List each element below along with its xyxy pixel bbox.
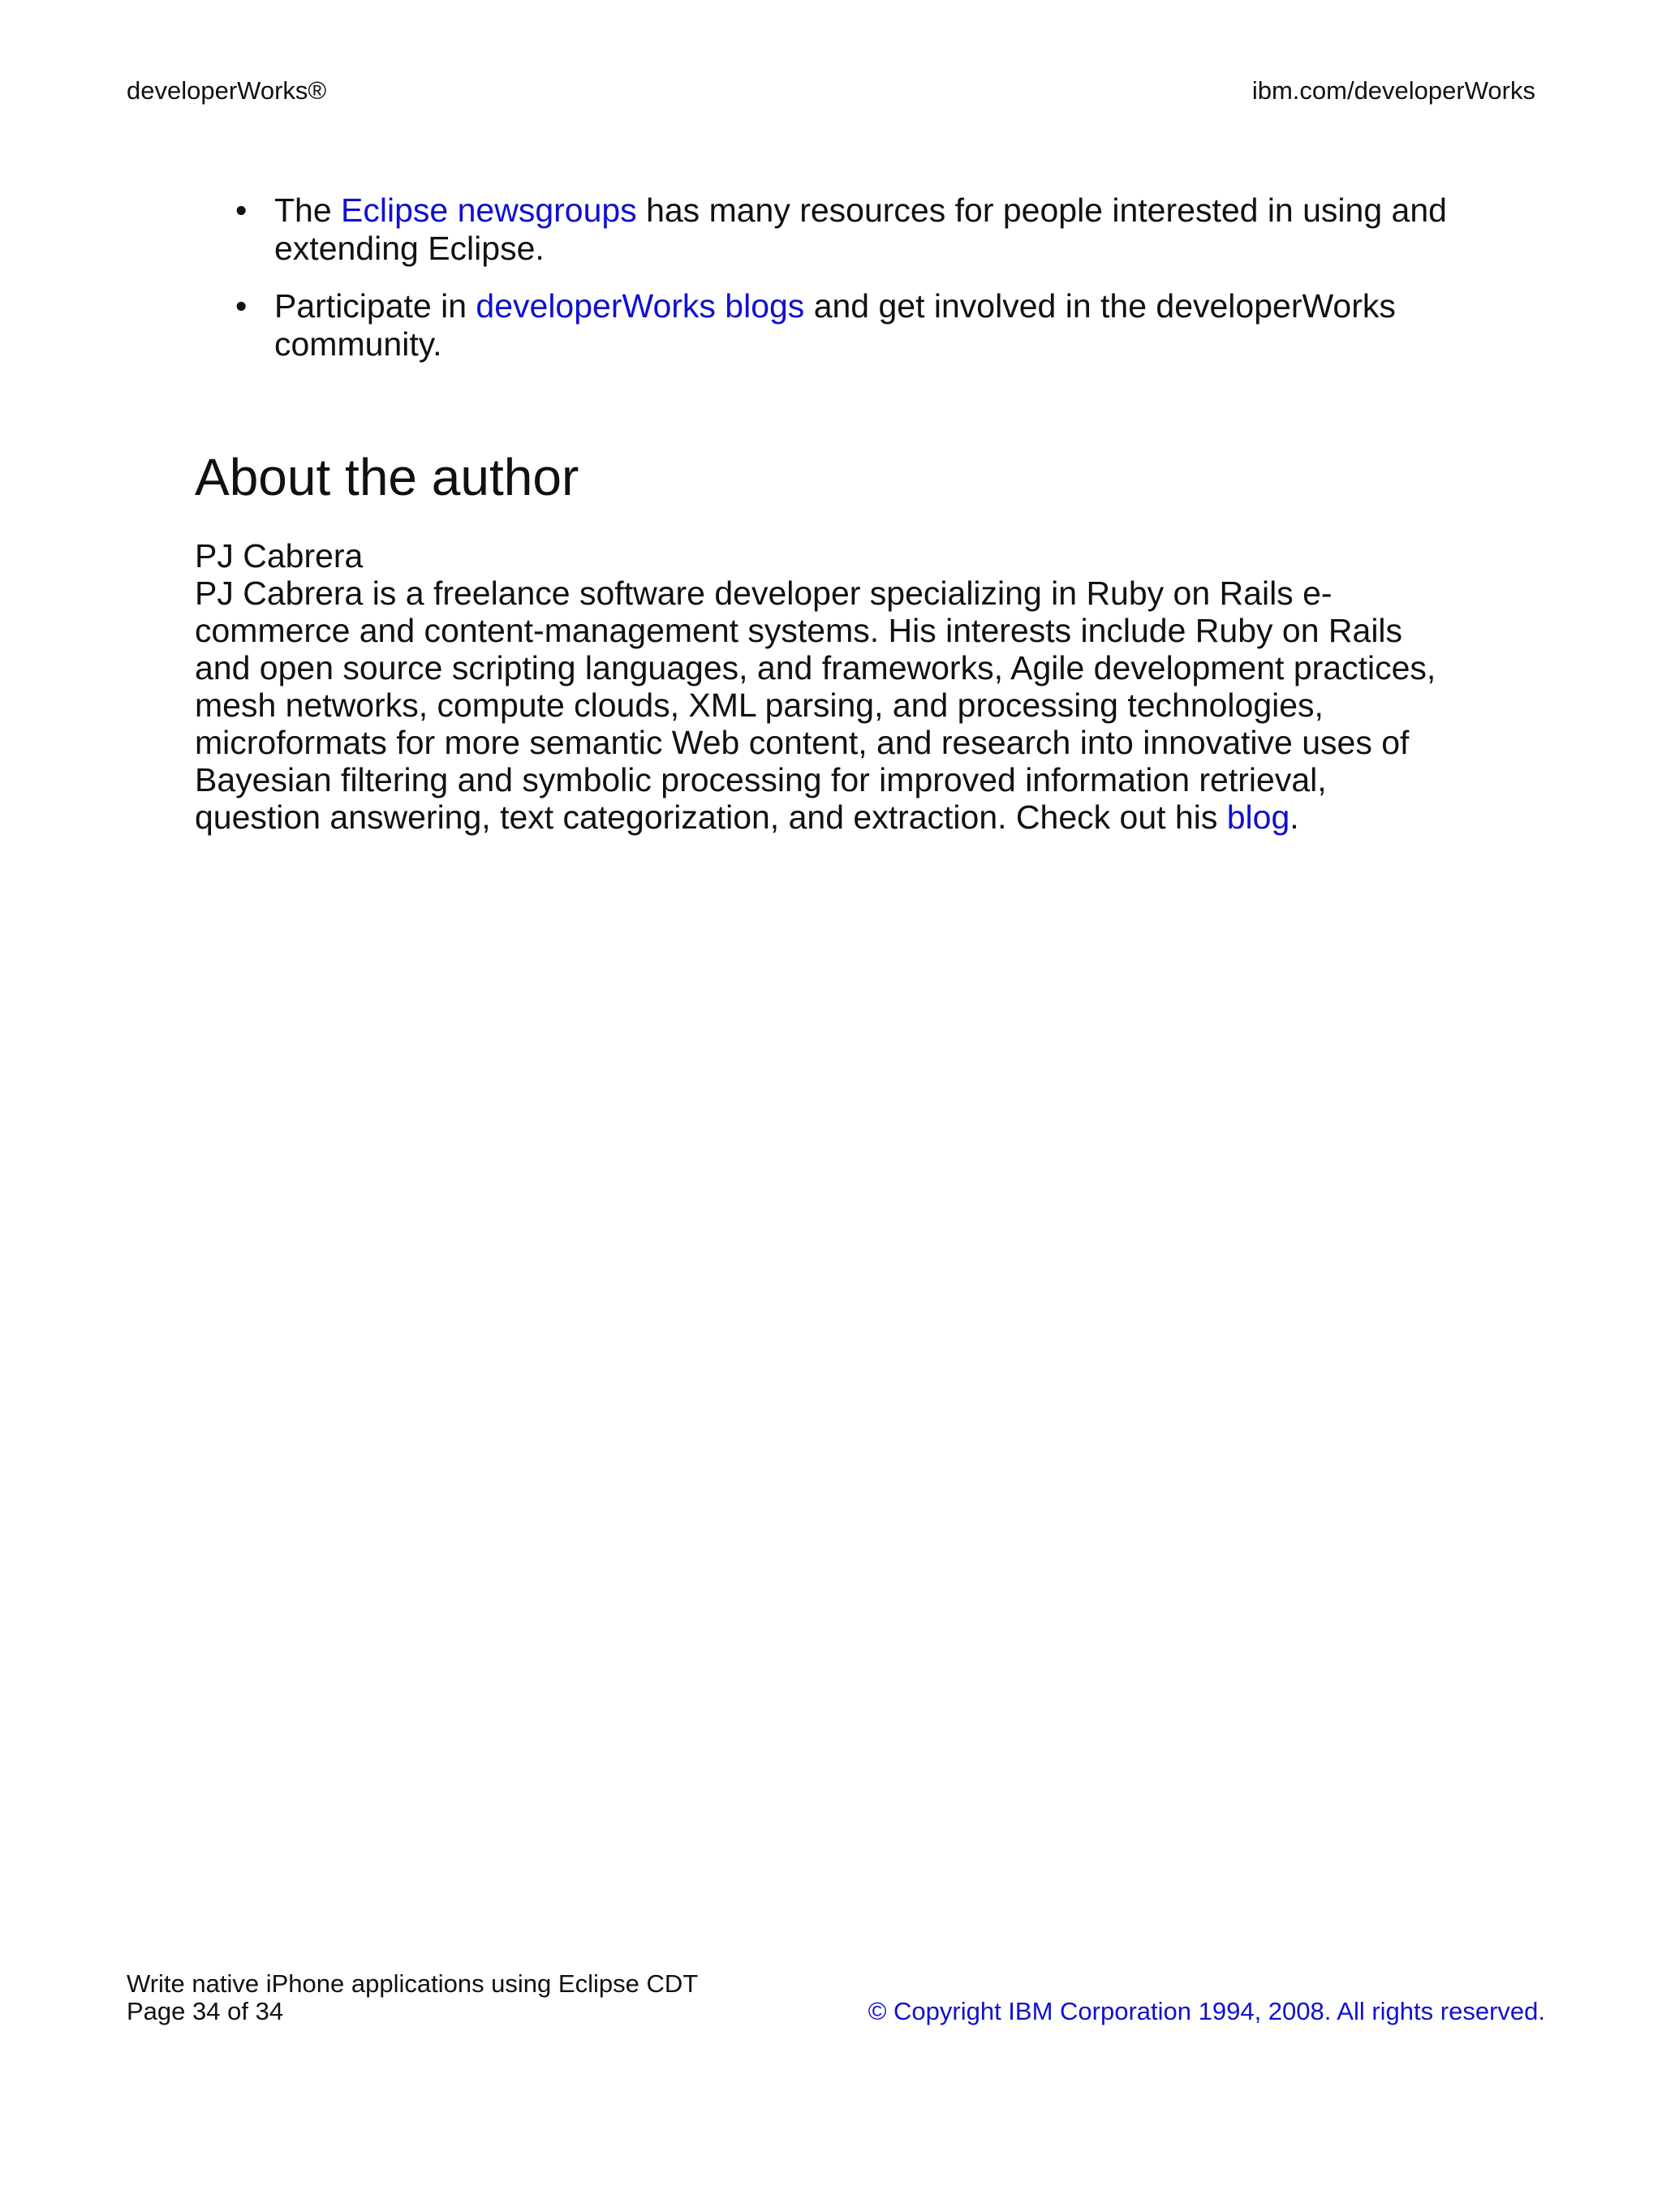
resource-text-before: The [274, 192, 342, 229]
author-bio-end: . [1290, 798, 1299, 836]
resource-text-after: has many resources for people interested in using and extending Eclipse. [274, 192, 1447, 267]
header-site-link[interactable]: ibm.com/developerWorks [1251, 76, 1535, 105]
developerworks-blogs-link[interactable]: developerWorks blogs [476, 287, 805, 325]
author-bio [195, 575, 1461, 836]
author-bio-text: PJ Cabrera is a freelance software developer specializing in Ruby on Rails e-commerce and content-management systems. His interests include Ruby on Rails and open source scripting languages, and frameworks, Agile development practices, mesh networks, compute clouds, XML parsing, and processing technologies, microformats for more semantic Web content, and research into innovative uses of Bayesian filtering and symbolic processing for improved information retrieval, question answering, text categorization, and extraction. Check out his [195, 575, 1436, 836]
resource-text-before: Participate in [274, 287, 476, 325]
resource-text-after: and get involved in the developerWorks community. [274, 287, 1396, 363]
resource-item-eclipse-newsgroups [235, 192, 1475, 268]
resource-item-developerworks-blogs [235, 287, 1475, 364]
header-brand: developerWorks® [127, 76, 327, 105]
resource-list [235, 192, 1475, 383]
eclipse-newsgroups-link[interactable]: Eclipse newsgroups [341, 192, 637, 229]
author-name: PJ Cabrera [195, 537, 364, 575]
footer-document-title: Write native iPhone applications using Eclipse CDT [127, 1969, 699, 1998]
bullet: • [235, 192, 248, 229]
footer-copyright-link[interactable]: © Copyright IBM Corporation 1994, 2008. All rights reserved. [868, 1997, 1545, 2025]
author-blog-link[interactable]: blog [1226, 798, 1290, 836]
about-author-heading: About the author [195, 448, 579, 506]
footer-page-number: Page 34 of 34 [127, 1997, 284, 2025]
bullet: • [235, 287, 248, 325]
author-block [195, 537, 1461, 836]
